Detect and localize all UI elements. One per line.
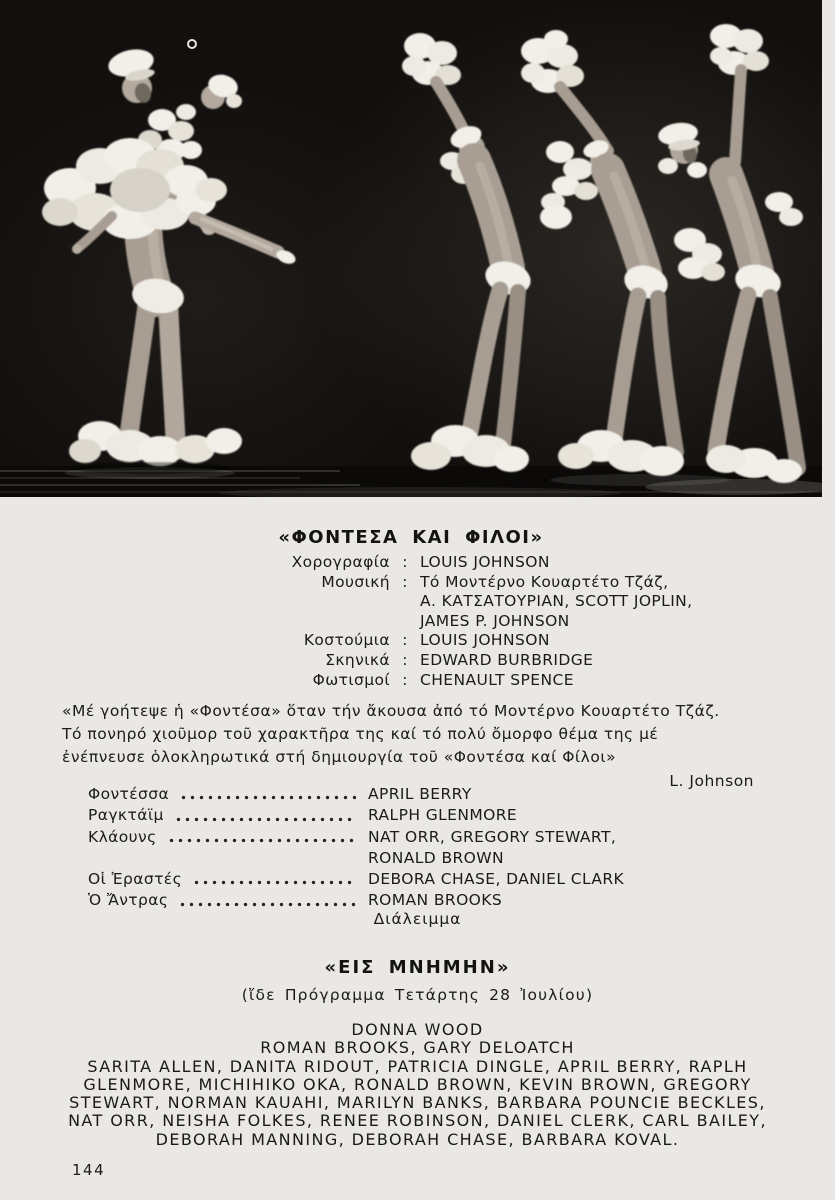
memoriam-dancer-names (0, 1021, 835, 1149)
credit-row (64, 592, 784, 612)
dot-leader (174, 810, 356, 824)
name-line: NAT ORR, NEISHA FOLKES, RENEE ROBINSON, DANIEL CLERK, CARL BAILEY, (68, 1111, 767, 1131)
credit-value: Τό Μοντέρνο Κουαρτέτο Τζάζ, (420, 572, 669, 591)
dot-leader (178, 895, 356, 909)
credit-colon: : (402, 572, 408, 591)
name-line: ROMAN BROOKS, GARY DELOATCH (260, 1038, 575, 1058)
memoriam-title: «ΕΙΣ ΜΝΗΜΗΝ» (324, 956, 511, 978)
dot-leader (167, 831, 356, 845)
cast-names: RALPH GLENMORE (368, 806, 518, 825)
credit-value: LOUIS JOHNSON (420, 631, 550, 650)
choreographer-quote (62, 700, 774, 793)
credits-block (64, 553, 784, 690)
name-line: STEWART, NORMAN KAUAHI, MARILYN BANKS, BARBARA POUNCIE BECKLES, (69, 1093, 766, 1113)
credit-label: Μουσική (321, 572, 390, 591)
dot-leader (192, 873, 356, 887)
credit-colon: : (402, 670, 408, 689)
dot-leader (98, 852, 356, 866)
credit-colon: : (402, 553, 408, 571)
cast-names: RONALD BROWN (368, 848, 504, 867)
cast-row (88, 784, 788, 805)
credit-colon: : (402, 650, 408, 669)
credit-label: Φωτισμοί (312, 670, 390, 689)
cast-row (88, 869, 788, 890)
credit-label (64, 612, 390, 632)
page-number: 144 (72, 1161, 106, 1179)
quote-line: Τό πονηρό χιοῦμορ τοῦ χαρακτῆρα της καί τό πολύ ὄμορφο θέμα της μέ (62, 725, 659, 743)
credit-colon: : (402, 631, 408, 650)
credit-label: Σκηνικά (325, 650, 390, 669)
credit-value: JAMES P. JOHNSON (420, 611, 570, 630)
credit-label (64, 592, 390, 612)
quote-attribution: L. Johnson (669, 772, 754, 790)
cast-role: Κλάουνς (88, 827, 157, 846)
memoriam-note: (ἴδε Πρόγραμμα Τετάρτης 28 Ἰουλίου) (241, 986, 594, 1004)
page-title: «ΦΟΝΤΕΣΑ ΚΑΙ ΦΙΛΟΙ» (278, 527, 544, 549)
stage-photo (0, 0, 822, 497)
credit-row (64, 651, 784, 671)
cast-role: Ραγκτάϊμ (88, 806, 164, 825)
cast-names: DEBORA CHASE, DANIEL CLARK (368, 870, 625, 889)
credit-value: Α. ΚΑΤΣΑΤΟΥΡΙΑΝ, SCOTT JOPLIN, (420, 592, 693, 611)
name-line: DONNA WOOD (351, 1020, 484, 1039)
cast-role: Ὁ Ἄντρας (88, 891, 169, 910)
credit-value: CHENAULT SPENCE (420, 670, 574, 689)
credit-colon (390, 592, 420, 612)
credit-row (64, 553, 784, 573)
cast-names: ROMAN BROOKS (368, 891, 503, 910)
name-line: GLENMORE, MICHIHIKO OKA, RONALD BROWN, KEVIN BROWN, GREGORY (83, 1074, 752, 1094)
name-line: DEBORAH MANNING, DEBORAH CHASE, BARBARA KOVAL. (155, 1129, 680, 1149)
credit-label: Χορογραφία (291, 553, 390, 571)
cast-row (88, 805, 788, 826)
stage-photo-image (0, 0, 822, 497)
credit-row (64, 612, 784, 632)
credit-label: Κοστούμια (303, 631, 390, 650)
cast-role: Οἱ Ἐραστές (88, 870, 183, 889)
cast-row (88, 827, 788, 848)
dot-leader (179, 788, 356, 802)
cast-row (88, 890, 788, 911)
quote-line: «Μέ γοήτεψε ἡ «Φοντέσα» ὅταν τήν ἄκουσα ἀπό τό Μοντέρνο Κουαρτέτο Τζάζ. (62, 702, 720, 720)
credit-colon (390, 612, 420, 632)
credit-row (64, 631, 784, 651)
cast-row (88, 848, 788, 869)
name-line: SARITA ALLEN, DANITA RIDOUT, PATRICIA DINGLE, APRIL BERRY, RAPLH (87, 1056, 748, 1076)
credit-row (64, 671, 784, 691)
credit-value: EDWARD BURBRIDGE (420, 650, 594, 669)
cast-role: Φοντέσσα (88, 785, 170, 803)
credit-value: LOUIS JOHNSON (420, 553, 550, 571)
cast-list (88, 784, 788, 912)
quote-line: ἐνέπνευσε ὁλοκληρωτικά στή δημιουργία τοῦ «Φοντέσα καί Φίλοι» (62, 748, 617, 766)
intermission-label: Διάλειμμα (373, 910, 462, 928)
cast-names: APRIL BERRY (368, 785, 472, 803)
cast-names: NAT ORR, GREGORY STEWART, (368, 827, 617, 846)
credit-row (64, 573, 784, 593)
